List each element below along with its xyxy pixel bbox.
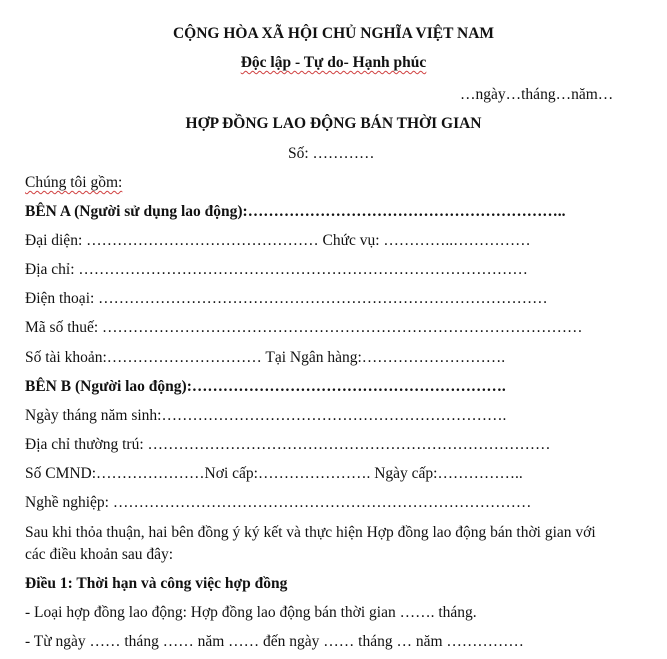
intro-text: Chúng tôi gồm: — [25, 174, 123, 191]
party-b-birth-date: Ngày tháng năm sinh:…………………………………………………………. — [25, 407, 507, 424]
party-a-tax-code: Mã số thuế: ………………………………………………………………………………… — [25, 319, 583, 336]
party-b-residence: Địa chỉ thường trú: …………………………………………………………………… — [25, 436, 551, 453]
date-line: …ngày…tháng…năm… — [460, 86, 614, 103]
party-a-heading: BÊN A (Người sử dụng lao động):…………………………………………………….. — [25, 203, 566, 220]
document-title: HỢP ĐỒNG LAO ĐỘNG BÁN THỜI GIAN — [185, 115, 482, 132]
party-b-heading: BÊN B (Người lao động):……………………………………………………. — [25, 378, 506, 395]
article-1-contract-type: - Loại hợp đồng lao động: Hợp đồng lao động bán thời gian ……. tháng. — [25, 604, 477, 621]
article-1-duration: - Từ ngày …… tháng …… năm …… đến ngày …… tháng … năm …………… — [25, 633, 524, 650]
document-number: Số: ………… — [288, 145, 375, 162]
party-b-id-card: Số CMND:…………………Nơi cấp:…………………. Ngày cấp:…………….. — [25, 465, 523, 482]
party-a-bank-account: Số tài khoản:………………………… Tại Ngân hàng:………………………. — [25, 349, 506, 366]
agreement-text-line-2: các điều khoản sau đây: — [25, 546, 174, 563]
party-a-address: Địa chỉ: …………………………………………………………………………… — [25, 261, 528, 278]
national-motto: Độc lập - Tự do- Hạnh phúc — [240, 54, 427, 71]
party-a-representative: Đại diện: ……………………………………… Chức vụ: …………..…………… — [25, 232, 531, 249]
party-b-occupation: Nghề nghiệp: ……………………………………………………………………… — [25, 494, 532, 511]
agreement-text-line-1: Sau khi thỏa thuận, hai bên đồng ý ký kết và thực hiện Hợp đồng lao động bán thời gian với — [25, 524, 596, 541]
country-name: CỘNG HÒA XÃ HỘI CHỦ NGHĨA VIỆT NAM — [172, 25, 495, 42]
article-1-heading: Điều 1: Thời hạn và công việc hợp đồng — [25, 575, 288, 592]
party-a-phone: Điện thoại: …………………………………………………………………………… — [25, 290, 548, 307]
